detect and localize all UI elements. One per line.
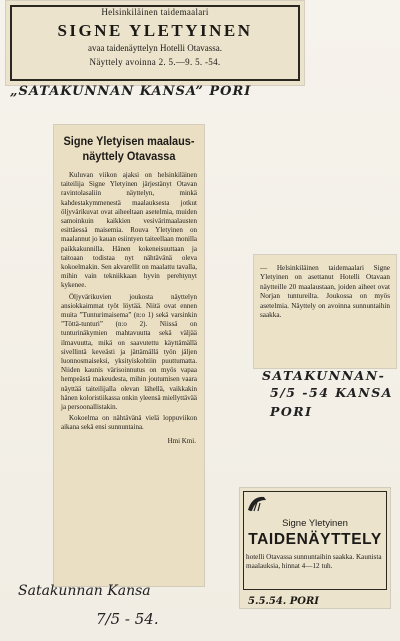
article-paragraph: Kokoelma on nähtävänä vielä loppuviikon aikana sekä ensi sunnuntaina. (61, 414, 197, 432)
handwritten-date-stamp: 5.5.54. PORI (248, 596, 319, 607)
ad-artist-name: SIGNE YLETYINEN (57, 21, 253, 40)
ad-info: hotelli Otavassa sunnuntaihin saakka. Kaunista maalauksia, hinnat 4—12 tuh. (246, 553, 382, 570)
ad-subtitle: Helsinkiläinen taidemaalari (101, 7, 209, 17)
article-paragraph: Öljyvärikuvien joukosta näyttelyn ansiokkaimmat työt löytää. Niitä ovat ennen muita ”Tunturimaisema” (n:o 1) sekä varsinkin ”Töttä-tunturi” (n:o 2). Niissä on tunturinäkymien mahtavuutta sekä väljää ilmavuutta, mikä on saavutettu käyttämällä sivellintä keveästi ja jättämällä työn jäljen luonnosmaiseksi, yksityiskohtiin puuttumatta. Niiden kaunis värisoinnutus on myös vapaa hempeästä makeudesta, mihin joutumisen vaara näyttää taiteilijalla olevan lähellä, vaikkakin hänen koloristiikassa onkin yleensä miellyttävää ja persoonallistakin. (61, 292, 197, 412)
ad-announcement: avaa taidenäyttelyn Hotelli Otavassa. (88, 43, 222, 53)
handwritten-note-right-line2: 5/5 -54 KANSA (270, 385, 393, 400)
headline-line-1: Signe Yletyisen maalaus- (63, 136, 195, 148)
easel-logo-icon (246, 494, 268, 514)
handwritten-note-right-line1: SATAKUNNAN- (262, 368, 386, 383)
handwritten-source-note: „SATAKUNNAN KANSA” PORI (10, 84, 252, 99)
article-body (54, 171, 204, 433)
ad-dates: Näyttely avoinna 2. 5.—9. 5. -54. (89, 57, 221, 67)
article-paragraph: Kuluvan viikon ajaksi on helsinkiläinen taiteilija Signe Yletyinen järjestänyt Otavan ravintolasaliin näyttelyn, minkä kahdestakymmenestä maalauksesta jotkut öljyvärikuvat ovat aiheeltaan asetelmia, muiden samoinkuin kaikkien vesivärimaalausten esittäessä maisemia. Rouva Yletyinen on maalannut jo kauan esiintyen taiteellaan monilla paikkakunnilla. Hänen kokeneisuuttaan ja taitoaan todistaa nyt nähtävänä oleva kokoelmakin. Sen akvarellit on maalattu tavalla, mihin vain tekniikkaan hyvin perehtynyt kykenee. (61, 171, 197, 290)
ad-title: TAIDENÄYTTELY (248, 531, 382, 548)
handwritten-date-bottom: 7/5 - 54. (96, 610, 159, 628)
article-clipping (54, 125, 204, 586)
article-signature: Hmi Kmi. (167, 436, 196, 445)
notice-text: — Helsinkiläinen taidemaalari Signe Yletyinen on asettanut Hotelli Otavaan näytteille 20 maalaustaan, joiden aiheet ovat Norjan tuntureilta. Joukossa on myös asetelmia. Näyttely on avoinna sunnuntaihin saakka. (260, 264, 390, 320)
handwritten-note-right-line3: PORI (270, 404, 313, 419)
article-headline (58, 125, 201, 171)
notice-clipping (254, 255, 396, 368)
handwritten-source-bottom: Satakunnan Kansa (18, 583, 151, 599)
advertisement-clipping-top (6, 1, 304, 85)
ad-artist-name: Signe Yletyinen (282, 518, 348, 529)
headline-line-2: näyttely Otavassa (82, 151, 176, 163)
advertisement-clipping-bottom (240, 488, 390, 608)
